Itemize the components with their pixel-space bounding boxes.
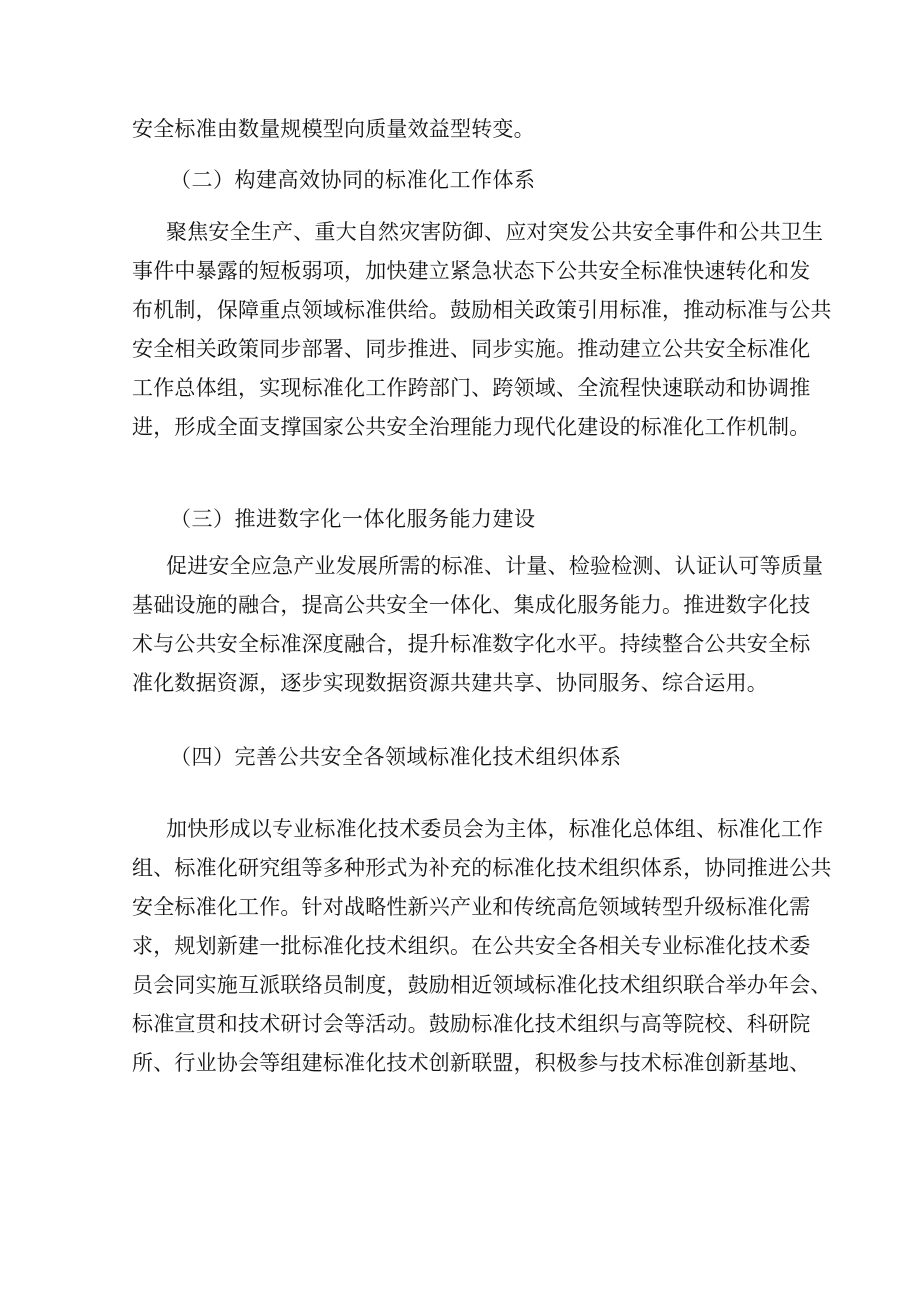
paragraph-4 xyxy=(132,810,832,1083)
text-line: 安全标准化工作。针对战略性新兴产业和传统高危领域转型升级标准化需 xyxy=(132,895,811,919)
text-line: 术与公共安全标准深度融合，提升标准数字化水平。持续整合公共安全标 xyxy=(132,632,811,656)
text-line: 进，形成全面支撑国家公共安全治理能力现代化建设的标准化工作机制。 xyxy=(132,415,811,439)
text-line: 聚焦安全生产、重大自然灾害防御、应对突发公共安全事件和公共卫生 xyxy=(166,220,824,244)
text-line: 员会同实施互派联络员制度，鼓励相近领域标准化技术组织联合举办年会、 xyxy=(132,973,832,997)
text-line: 事件中暴露的短板弱项，加快建立紧急状态下公共安全标准快速转化和发 xyxy=(132,259,811,283)
text-line: 布机制，保障重点领域标准供给。鼓励相关政策引用标准，推动标准与公共 xyxy=(132,298,832,322)
paragraph-3 xyxy=(132,547,824,703)
paragraph-continuation xyxy=(132,110,792,149)
text-line: 求，规划新建一批标准化技术组织。在公共安全各相关专业标准化技术委 xyxy=(132,934,811,958)
section-heading-4: （四）完善公共安全各领域标准化技术组织体系 xyxy=(170,745,622,769)
text-line: 促进安全应急产业发展所需的标准、计量、检验检测、认证认可等质量 xyxy=(166,554,824,578)
text-line: 加快形成以专业标准化技术委员会为主体，标准化总体组、标准化工作 xyxy=(166,817,824,841)
text-line: 准化数据资源，逐步实现数据资源共建共享、协同服务、综合运用。 xyxy=(132,671,768,695)
text-line: 组、标准化研究组等多种形式为补充的标准化技术组织体系，协同推进公共 xyxy=(132,856,832,880)
text-line: 基础设施的融合，提高公共安全一体化、集成化服务能力。推进数字化技 xyxy=(132,593,811,617)
paragraph-2 xyxy=(132,213,832,447)
text-line: 工作总体组，实现标准化工作跨部门、跨领域、全流程快速联动和协调推 xyxy=(132,376,811,400)
text-line: 安全标准由数量规模型向质量效益型转变。 xyxy=(132,117,535,141)
text-line: 标准宣贯和技术研讨会等活动。鼓励标准化技术组织与高等院校、科研院 xyxy=(132,1012,811,1036)
section-heading-2: （二）构建高效协同的标准化工作体系 xyxy=(170,168,536,192)
section-heading-3: （三）推进数字化一体化服务能力建设 xyxy=(170,507,536,531)
text-line: 所、行业协会等组建标准化技术创新联盟，积极参与技术标准创新基地、 xyxy=(132,1051,811,1075)
text-line: 安全相关政策同步部署、同步推进、同步实施。推动建立公共安全标准化 xyxy=(132,337,811,361)
